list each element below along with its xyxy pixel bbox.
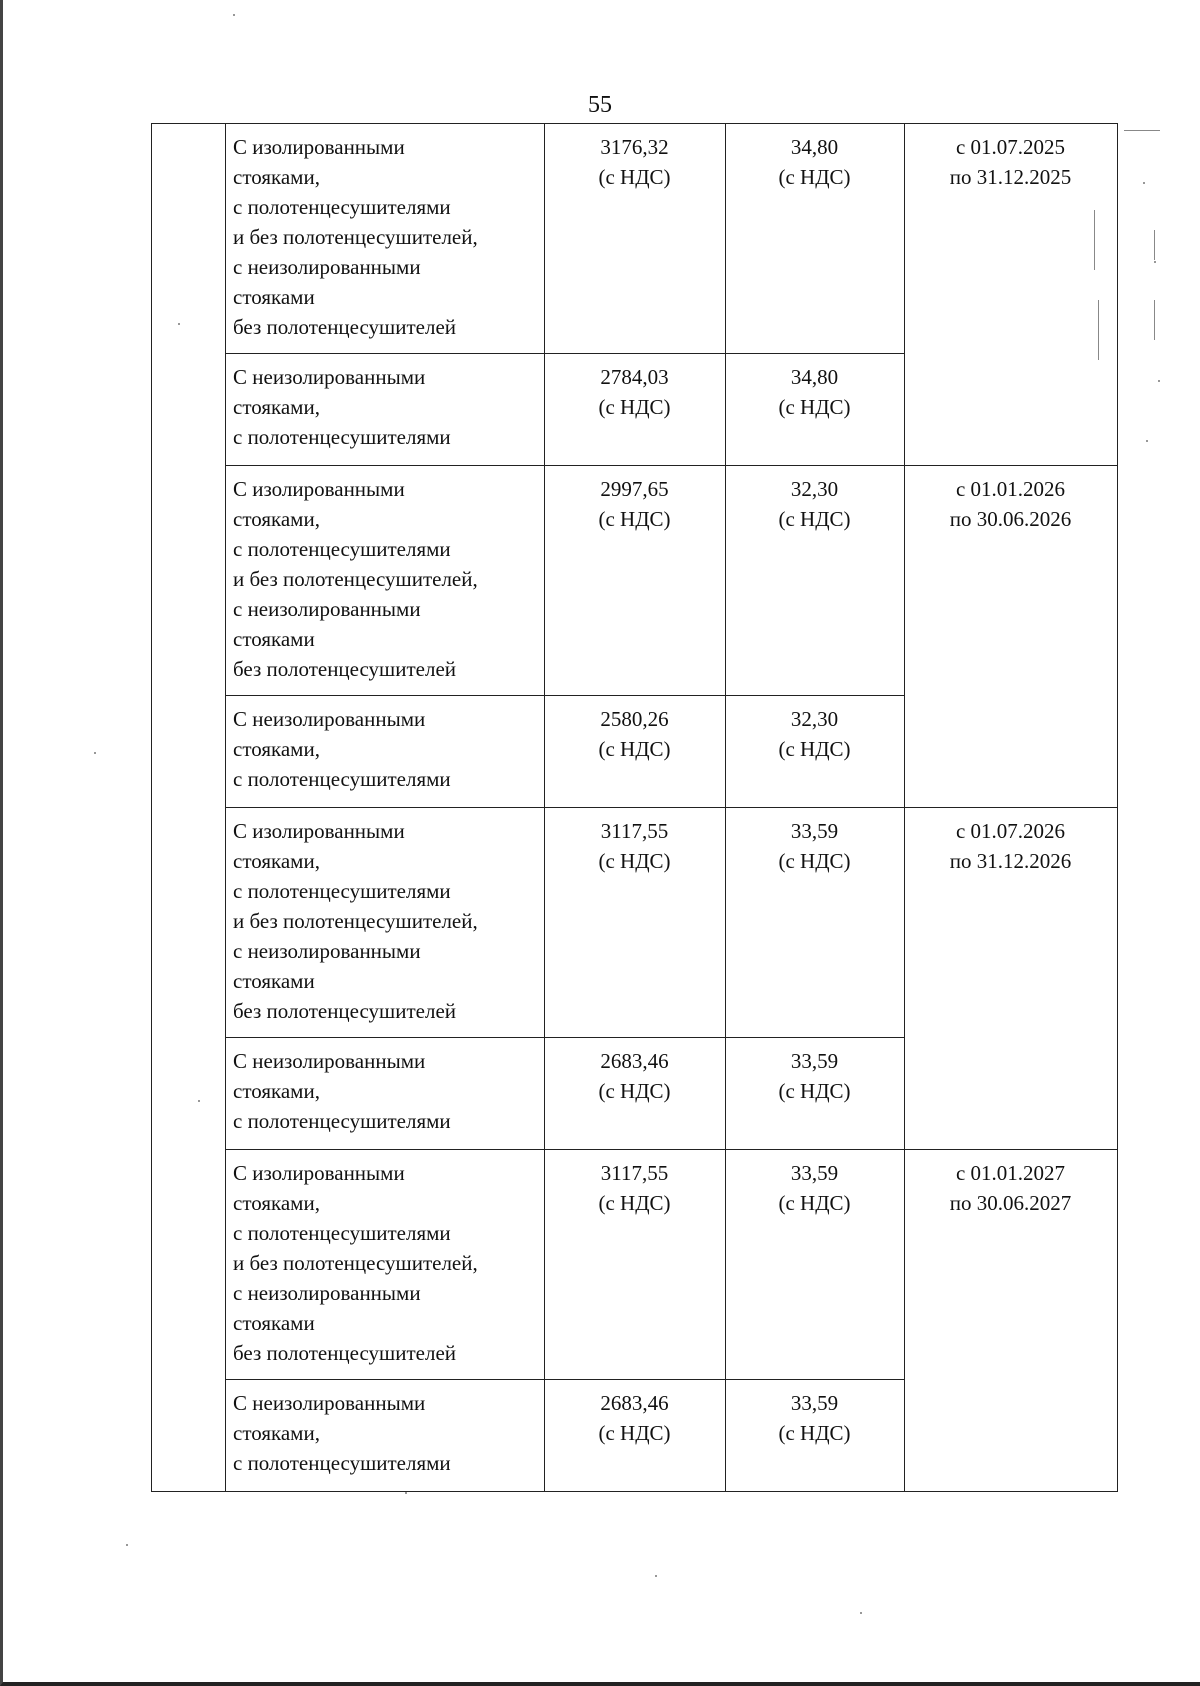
description-line: стояками [233, 1311, 315, 1335]
tariff-vat-note: (с НДС) [598, 395, 671, 419]
tariff-cell [545, 1150, 726, 1380]
description-line: стояками, [233, 395, 320, 419]
period-cell [905, 1150, 1118, 1492]
volume-value: 33,59 [790, 1049, 839, 1073]
period-end: по 30.06.2027 [949, 1191, 1072, 1215]
description-cell [226, 1038, 545, 1150]
tariff-table [151, 123, 1118, 1492]
scan-speck [405, 1492, 407, 1494]
volume-cell [726, 808, 905, 1038]
tariff-vat-note: (с НДС) [598, 1079, 671, 1103]
scan-speck [655, 1575, 657, 1577]
description-line: С неизолированными [233, 707, 426, 731]
description-line: с полотенцесушителями [233, 537, 451, 561]
description-line: С изолированными [233, 819, 405, 843]
period-start: с 01.01.2026 [955, 477, 1066, 501]
period-start: с 01.01.2027 [955, 1161, 1066, 1185]
description-line: стояками [233, 969, 315, 993]
volume-vat-note: (с НДС) [778, 737, 851, 761]
tariff-cell [545, 808, 726, 1038]
table-row [152, 124, 1118, 354]
description-cell [226, 1150, 545, 1380]
description-line: и без полотенцесушителей, [233, 909, 478, 933]
tariff-vat-note: (с НДС) [598, 737, 671, 761]
description-line: без полотенцесушителей [233, 657, 457, 681]
period-start: с 01.07.2026 [955, 819, 1066, 843]
tariff-table-body [152, 124, 1118, 1492]
tariff-value: 2580,26 [600, 707, 669, 731]
tariff-cell [545, 1380, 726, 1492]
volume-vat-note: (с НДС) [778, 165, 851, 189]
scan-edge-mark [1154, 300, 1155, 340]
period-end: по 31.12.2026 [949, 849, 1072, 873]
scan-speck [1143, 182, 1145, 184]
volume-cell [726, 124, 905, 354]
tariff-vat-note: (с НДС) [598, 165, 671, 189]
scan-speck [1154, 261, 1156, 263]
scan-speck [233, 14, 235, 16]
page-number: 55 [588, 92, 612, 118]
description-line: С неизолированными [233, 365, 426, 389]
tariff-value: 2784,03 [600, 365, 669, 389]
description-line: С изолированными [233, 477, 405, 501]
volume-value: 34,80 [790, 365, 839, 389]
description-line: С изолированными [233, 135, 405, 159]
scan-edge-mark [1154, 230, 1155, 260]
description-line: с неизолированными [233, 1281, 421, 1305]
description-line: стояками, [233, 1191, 320, 1215]
description-cell [226, 696, 545, 808]
volume-vat-note: (с НДС) [778, 395, 851, 419]
description-line: без полотенцесушителей [233, 1341, 457, 1365]
volume-vat-note: (с НДС) [778, 1191, 851, 1215]
description-line: стояками [233, 627, 315, 651]
scan-speck [1158, 380, 1160, 382]
tariff-value: 2997,65 [600, 477, 669, 501]
description-line: с полотенцесушителями [233, 1109, 451, 1133]
description-line: с полотенцесушителями [233, 879, 451, 903]
volume-cell [726, 466, 905, 696]
description-cell [226, 466, 545, 696]
tariff-vat-note: (с НДС) [598, 1421, 671, 1445]
scan-edge-mark [1094, 210, 1095, 270]
table-row [152, 466, 1118, 696]
description-cell [226, 124, 545, 354]
volume-cell [726, 696, 905, 808]
volume-value: 33,59 [790, 819, 839, 843]
volume-value: 34,80 [790, 135, 839, 159]
description-line: с неизолированными [233, 939, 421, 963]
volume-vat-note: (с НДС) [778, 507, 851, 531]
description-line: с полотенцесушителями [233, 1221, 451, 1245]
period-cell [905, 124, 1118, 466]
description-line: с неизолированными [233, 255, 421, 279]
scan-speck [126, 1544, 128, 1546]
description-line: стояками, [233, 1421, 320, 1445]
tariff-value: 3117,55 [600, 1161, 669, 1185]
period-end: по 31.12.2025 [949, 165, 1072, 189]
scan-speck [1146, 440, 1148, 442]
volume-cell [726, 1038, 905, 1150]
volume-value: 33,59 [790, 1391, 839, 1415]
description-line: и без полотенцесушителей, [233, 1251, 478, 1275]
description-line: стояками, [233, 507, 320, 531]
tariff-vat-note: (с НДС) [598, 507, 671, 531]
scan-speck [94, 752, 96, 754]
tariff-cell [545, 696, 726, 808]
tariff-value: 2683,46 [600, 1391, 669, 1415]
description-cell [226, 1380, 545, 1492]
description-line: без полотенцесушителей [233, 999, 457, 1023]
scan-speck [860, 1612, 862, 1614]
volume-cell [726, 1380, 905, 1492]
description-line: с полотенцесушителями [233, 425, 451, 449]
period-start: с 01.07.2025 [955, 135, 1066, 159]
volume-vat-note: (с НДС) [778, 849, 851, 873]
description-line: и без полотенцесушителей, [233, 567, 478, 591]
volume-vat-note: (с НДС) [778, 1079, 851, 1103]
period-cell [905, 808, 1118, 1150]
tariff-cell [545, 354, 726, 466]
scan-edge-mark [1098, 300, 1099, 360]
description-line: стояками [233, 285, 315, 309]
description-cell [226, 808, 545, 1038]
tariff-cell [545, 466, 726, 696]
period-end: по 30.06.2026 [949, 507, 1072, 531]
tariff-vat-note: (с НДС) [598, 849, 671, 873]
description-line: без полотенцесушителей [233, 315, 457, 339]
tariff-value: 2683,46 [600, 1049, 669, 1073]
tariff-value: 3176,32 [600, 135, 669, 159]
table-row [152, 1150, 1118, 1380]
description-line: С неизолированными [233, 1391, 426, 1415]
scan-speck [178, 323, 180, 325]
tariff-value: 3117,55 [600, 819, 669, 843]
description-cell [226, 354, 545, 466]
volume-vat-note: (с НДС) [778, 1421, 851, 1445]
scan-speck [198, 1100, 200, 1102]
description-line: с полотенцесушителями [233, 767, 451, 791]
description-line: с неизолированными [233, 597, 421, 621]
description-line: стояками, [233, 165, 320, 189]
tariff-cell [545, 1038, 726, 1150]
volume-cell [726, 1150, 905, 1380]
description-line: с полотенцесушителями [233, 195, 451, 219]
volume-value: 33,59 [790, 1161, 839, 1185]
period-cell [905, 466, 1118, 808]
volume-value: 32,30 [790, 477, 839, 501]
table-row [152, 808, 1118, 1038]
description-line: С неизолированными [233, 1049, 426, 1073]
description-line: стояками, [233, 1079, 320, 1103]
description-line: с полотенцесушителями [233, 1451, 451, 1475]
tariff-cell [545, 124, 726, 354]
volume-cell [726, 354, 905, 466]
volume-value: 32,30 [790, 707, 839, 731]
row-number-cell [152, 124, 226, 1492]
description-line: С изолированными [233, 1161, 405, 1185]
scan-edge-mark [1124, 130, 1160, 131]
description-line: стояками, [233, 737, 320, 761]
description-line: стояками, [233, 849, 320, 873]
tariff-vat-note: (с НДС) [598, 1191, 671, 1215]
description-line: и без полотенцесушителей, [233, 225, 478, 249]
